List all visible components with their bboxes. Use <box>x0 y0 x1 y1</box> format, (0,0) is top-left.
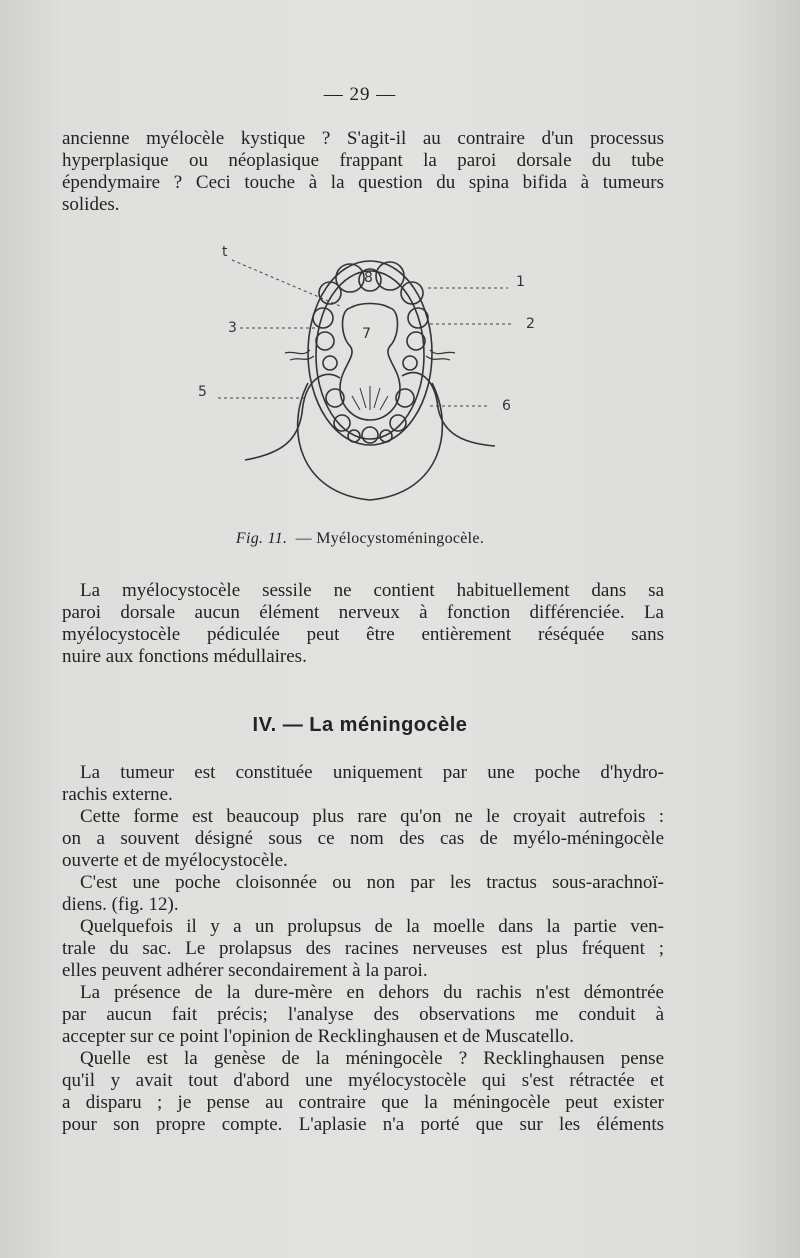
text-line: par aucun fait précis; l'analyse des observations me conduit à <box>62 1004 664 1025</box>
figure-label: 7 <box>362 326 371 342</box>
text-line: La présence de la dure-mère en dehors du rachis n'est démontrée <box>80 982 664 1003</box>
figure-label: 1 <box>516 274 525 290</box>
text-line: ouverte et de myélocystocèle. <box>62 850 288 871</box>
figure-caption <box>0 530 720 548</box>
text-line: Quelquefois il y a un prolupsus de la moelle dans la partie ven- <box>80 916 664 937</box>
paragraph-sessile <box>62 580 664 668</box>
body-text <box>62 762 664 1136</box>
text-line: a disparu ; je pense au contraire que la méningocèle peut exister <box>62 1092 664 1113</box>
text-line: rachis externe. <box>62 784 173 805</box>
text-line: épendymaire ? Ceci touche à la question du spina bifida à tumeurs <box>62 172 664 193</box>
intro-paragraph <box>62 128 664 216</box>
sac-outline <box>308 261 432 445</box>
figure-label: 3 <box>228 320 237 336</box>
text-line: solides. <box>62 194 120 215</box>
text-line: nuire aux fonctions médullaires. <box>62 646 307 667</box>
figure-label: 5 <box>198 384 207 400</box>
figure-label: t <box>222 244 228 260</box>
text-line: hyperplasique ou néoplasique frappant la paroi dorsale du tube <box>62 150 664 171</box>
page-number: — 29 — <box>323 84 397 105</box>
text-line: myélocystocèle pédiculée peut être entièrement réséquée sans <box>62 624 664 645</box>
figure-label: 6 <box>502 398 511 414</box>
caption-title: — Myélocystoméningocèle. <box>295 530 485 547</box>
text-line: on a souvent désigné sous ce nom des cas de myélo-méningocèle <box>62 828 664 849</box>
text-line: Quelle est la genèse de la méningocèle ? Recklinghausen pense <box>80 1048 664 1069</box>
text-line: La tumeur est constituée uniquement par une poche d'hydro- <box>80 762 664 783</box>
text-line: pour son propre compte. L'aplasie n'a porté que sur les éléments <box>62 1114 664 1135</box>
section-heading: IV. — La méningocèle <box>252 714 468 736</box>
anatomical-drawing <box>190 238 550 523</box>
text-line: La myélocystocèle sessile ne contient habituellement dans sa <box>80 580 664 601</box>
text-line: accepter sur ce point l'opinion de Recklinghausen et de Muscatello. <box>62 1026 575 1047</box>
text-line: ancienne myélocèle kystique ? S'agit-il au contraire d'un processus <box>62 128 664 149</box>
figure-label: 8 <box>364 270 373 286</box>
inner-wall <box>316 271 424 439</box>
text-line: qu'il y avait tout d'abord une myélocystocèle qui s'est rétractée et <box>62 1070 664 1091</box>
caption-prefix: Fig. 11. <box>235 530 288 547</box>
text-line: trale du sac. Le prolapsus des racines nerveuses est plus fréquent ; <box>62 938 664 959</box>
text-line: Cette forme est beaucoup plus rare qu'on ne le croyait autrefois : <box>80 806 664 827</box>
figure-myelocystomeningocele <box>190 238 550 523</box>
figure-label: 2 <box>526 316 535 332</box>
text-line: elles peuvent adhérer secondairement à la paroi. <box>62 960 428 981</box>
text-line: C'est une poche cloisonnée ou non par les tractus sous-arachnoï- <box>80 872 664 893</box>
text-line: diens. (fig. 12). <box>62 894 179 915</box>
text-line: paroi dorsale aucun élément nerveux à fonction différenciée. La <box>62 602 664 623</box>
